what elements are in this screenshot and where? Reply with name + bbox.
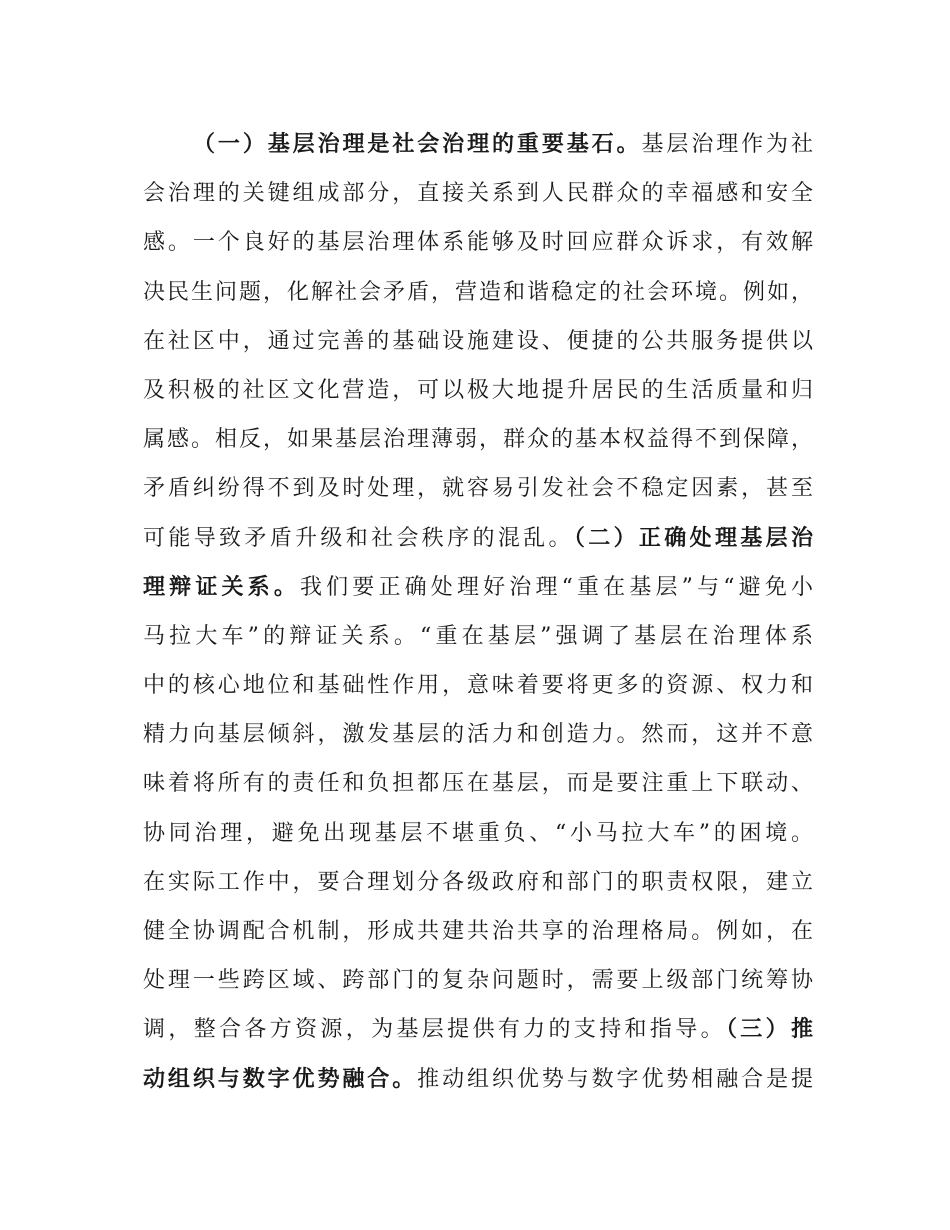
paragraph-text: 矛盾纠纷得不到及时处理，就容易引发社会不稳定因素，甚至 <box>143 476 813 502</box>
text-line <box>143 120 813 169</box>
text-line <box>143 907 813 956</box>
text-line <box>143 956 813 1005</box>
text-line <box>143 464 813 513</box>
text-line <box>143 612 813 661</box>
paragraph-text: 属感。相反，如果基层治理薄弱，群众的基本权益得不到保障， <box>143 427 813 453</box>
bold-heading-text: （三）推 <box>725 1017 813 1043</box>
paragraph-text: 马拉大车”的辩证关系。“重在基层”强调了基层在治理体系 <box>143 623 813 649</box>
text-line <box>143 858 813 907</box>
text-line <box>143 759 813 808</box>
text-line <box>143 1005 813 1054</box>
text-line <box>143 415 813 464</box>
text-line <box>143 317 813 366</box>
text-line <box>143 514 813 563</box>
text-line <box>143 169 813 218</box>
paragraph-text: 中的核心地位和基础性作用，意味着要将更多的资源、权力和 <box>143 673 813 699</box>
paragraph-text: 调，整合各方资源，为基层提供有力的支持和指导。 <box>143 1017 726 1043</box>
paragraph-text: 健全协调配合机制，形成共建共治共享的治理格局。例如，在 <box>143 919 813 944</box>
paragraph-text: 在社区中，通过完善的基础设施建设、便捷的公共服务提供以 <box>143 328 813 354</box>
paragraph-text: 及积极的社区文化营造，可以极大地提升居民的生活质量和归 <box>143 377 813 403</box>
paragraph-text: 基层治理作为社 <box>641 132 813 157</box>
paragraph-text: 协同治理，避免出现基层不堪重负、“小马拉大车”的困境。 <box>143 820 813 846</box>
paragraph-text: 味着将所有的责任和负担都压在基层，而是要注重上下联动、 <box>143 771 813 797</box>
text-line <box>143 563 813 612</box>
text-line <box>143 366 813 415</box>
paragraph-text: 精力向基层倾斜，激发基层的活力和创造力。然而，这并不意 <box>143 722 813 748</box>
bold-heading-text: 理辩证关系。 <box>143 574 300 600</box>
paragraph-text: 处理一些跨区域、跨部门的复杂问题时，需要上级部门统筹协 <box>143 968 813 994</box>
bold-heading-text: （一）基层治理是社会治理的重要基石。 <box>193 132 642 157</box>
text-line <box>143 661 813 710</box>
paragraph-text: 推动组织优势与数字优势相融合是提 <box>417 1066 813 1092</box>
paragraph-text: 我们要正确处理好治理“重在基层”与“避免小 <box>299 574 813 600</box>
paragraph-text: 会治理的关键组成部分，直接关系到人民群众的幸福感和安全 <box>143 181 813 207</box>
body-text <box>143 120 813 1104</box>
bold-heading-text: （二）正确处理基层治 <box>573 525 813 551</box>
text-line <box>143 1055 813 1104</box>
text-line <box>143 218 813 267</box>
paragraph-text: 决民生问题，化解社会矛盾，营造和谐稳定的社会环境。例如， <box>143 279 813 305</box>
text-line <box>143 809 813 858</box>
text-line <box>143 710 813 759</box>
bold-heading-text: 动组织与数字优势融合。 <box>143 1066 418 1092</box>
text-line <box>143 268 813 317</box>
paragraph-text: 在实际工作中，要合理划分各级政府和部门的职责权限，建立 <box>143 869 813 895</box>
paragraph-text: 感。一个良好的基层治理体系能够及时回应群众诉求，有效解 <box>143 230 813 256</box>
paragraph-text: 可能导致矛盾升级和社会秩序的混乱。 <box>143 525 574 551</box>
